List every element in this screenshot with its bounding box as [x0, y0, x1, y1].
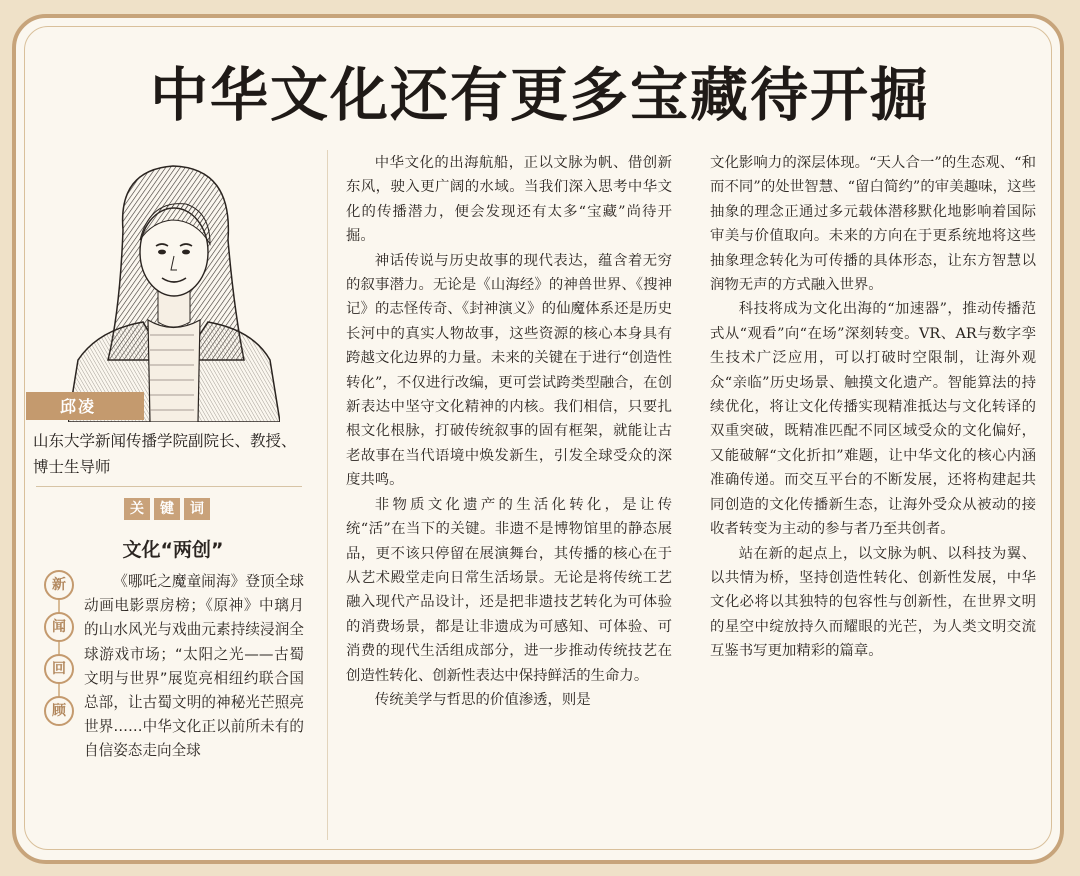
- article-paragraph: 传统美学与哲思的价值渗透，则是: [374, 691, 591, 708]
- news-review-tag: [44, 570, 84, 738]
- news-review-char: 回: [44, 654, 74, 684]
- article-paragraph: 非物质文化遗产的生活化转化，是让传统“活”在当下的关键。非遗不是博物馆里的静态展品，更不该只停留在展演舞台，其传播的核心在于从艺术殿堂走向日常生活场景。无论是将传统工艺融入现代产品设计，还是把非遗技艺转化为可体验的消费场景，都是让非遗成为可感知、可体验、可消费的现代生活组成部分，进一步推动传统技艺在创造性转化、创新性表达中保持鲜活的生命力。: [346, 496, 672, 684]
- author-name: 邱凌: [60, 397, 97, 416]
- keyword-badge-char: 词: [184, 498, 210, 520]
- news-review-char: 顾: [44, 696, 74, 726]
- article-column-2: [710, 151, 1036, 664]
- news-review-text: [84, 570, 304, 764]
- column-divider: [327, 150, 328, 840]
- author-portrait: [68, 160, 280, 422]
- news-review-char: 闻: [44, 612, 74, 642]
- article-paragraph: 神话传说与历史故事的现代表达，蕴含着无穷的叙事潜力。无论是《山海经》的神兽世界、《搜神记》的志怪传奇、《封神演义》的仙魔体系还是历史长河中的真实人物故事，这些资源的核心本身具有跨越文化边界的力量。未来的关键在于进行“创造性转化”，不仅进行改编，更可尝试跨类型融合，在创新表达中坚守文化精神的内核。我们相信，只要扎根文化根脉，打破传统叙事的固有框架，就能让古老故事在当代语境中焕发新生，引发全球受众的深度共鸣。: [346, 252, 672, 489]
- article-column-1: [346, 151, 672, 712]
- article-paragraph: 科技将成为文化出海的“加速器”，推动传播范式从“观看”向“在场”深刻转变。VR、AR与数字孪生技术广泛应用，可以打破时空限制，让海外观众“亲临”历史场景、触摸文化遗产。智能算法的持续优化，将让文化传播实现精准抵达与文化转译的双重突破，既精准匹配不同区域受众的文化偏好，又能破解“文化折扣”难题，让中华文化的核心内涵准确传递。而交互平台的不断发展，还将构建起共同创造的文化传播新生态，让海外受众从被动的接收者转变为主动的参与者乃至共创者。: [710, 301, 1036, 538]
- news-review-char: 新: [44, 570, 74, 600]
- divider: [36, 486, 302, 487]
- article-paragraph: 中华文化的出海航船，正以文脉为帆、借创新东风，驶入更广阔的水域。当我们深入思考中华文化的传播潜力，便会发现还有太多“宝藏”尚待开掘。: [346, 155, 672, 245]
- keyword-badge-char: 键: [154, 498, 180, 520]
- keyword-badge-char: 关: [124, 498, 150, 520]
- headline: 中华文化还有更多宝藏待开掘: [149, 61, 930, 129]
- news-review-paragraph: 《哪吒之魔童闹海》登顶全球动画电影票房榜；《原神》中璃月的山水风光与戏曲元素持续浸润全球游戏市场；“太阳之光——古蜀文明与世界”展览亮相纽约联合国总部，让古蜀文明的神秘光芒照亮世界……中华文化正以前所未有的自信姿态走向全球: [84, 573, 304, 760]
- keyword-term: 文化“两创”: [122, 539, 224, 561]
- article-paragraph: 站在新的起点上，以文脉为帆、以科技为翼、以共情为桥，坚持创造性转化、创新性发展，中华文化必将以其独特的包容性与创新性，在世界文明的星空中绽放持久而耀眼的光芒，为人类文明交流互鉴书写更加精彩的篇章。: [710, 545, 1036, 660]
- author-title: 山东大学新闻传播学院副院长、教授、博士生导师: [33, 432, 297, 476]
- keyword-badge: [124, 498, 210, 520]
- article-paragraph: 文化影响力的深层体现。“天人合一”的生态观、“和而不同”的处世智慧、“留白简约”的审美趣味，这些抽象的理念正通过多元载体潜移默化地影响着国际审美与价值取向。未来的方向在于更系统地将这些抽象理念转化为可传播的具体形态，让东方智慧以润物无声的方式融入世界。: [710, 155, 1036, 294]
